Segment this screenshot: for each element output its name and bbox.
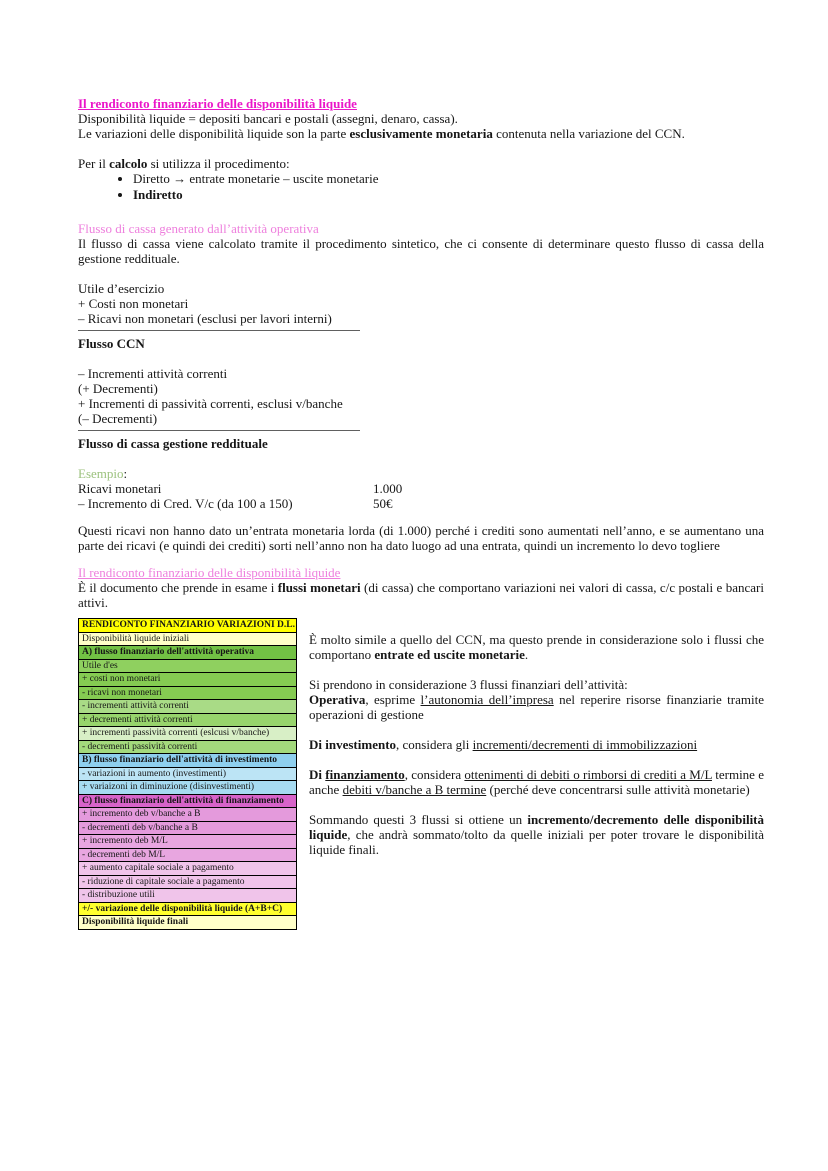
right-paragraph: È molto simile a quello del CCN, ma questo prende in considerazione solo i flussi che comportano entrate ed uscite monetarie.: [309, 632, 764, 662]
table-row: - incrementi attività correnti: [79, 700, 296, 714]
table-row: Utile d'es: [79, 660, 296, 674]
section-heading-rendiconto: Il rendiconto finanziario delle disponibilità liquide: [78, 565, 341, 580]
right-paragraph: Sommando questi 3 flussi si ottiene un incremento/decremento delle disponibilità liquide, che andrà sommato/tolto da quelle iniziali per poter trovare le disponibilità liquide finali.: [309, 812, 765, 857]
calc-line: + Incrementi di passività correnti, esclusi v/banche: [78, 396, 343, 411]
table-row: + incremento deb v/banche a B: [79, 808, 296, 822]
right-paragraph: Di investimento, considera gli incrementi/decrementi di immobilizzazioni: [309, 737, 698, 752]
calc-line: (+ Decrementi): [78, 381, 158, 396]
esempio-row-label: – Incremento di Cred. V/c (da 100 a 150): [78, 496, 293, 511]
esempio-label: Esempio: [78, 466, 124, 481]
table-row: + incremento deb M/L: [79, 835, 296, 849]
table-row: - riduzione di capitale sociale a pagamento: [79, 876, 296, 890]
right-paragraph: Operativa, esprime l’autonomia dell’impresa nel reperire risorse finanziarie tramite operazioni di gestione: [309, 692, 764, 722]
calc-line: – Incrementi attività correnti: [78, 366, 228, 381]
table-row: RENDICONTO FINANZIARIO VARIAZIONI D.L.: [79, 619, 296, 633]
table-row: Disponibilità liquide finali: [79, 916, 296, 929]
subtotal-flusso-ccn: Flusso CCN: [78, 336, 145, 351]
two-column-section: [78, 618, 764, 930]
table-row: B) flusso finanziario dell'attività di investimento: [79, 754, 296, 768]
list-item: • Diretto → entrate monetarie – uscite monetarie: [133, 171, 764, 187]
rendiconto-table: [78, 618, 297, 930]
table-row: - variazioni in aumento (investimenti): [79, 768, 296, 782]
list-item: • Indiretto: [133, 187, 764, 203]
esempio-row: [78, 481, 764, 496]
esempio-row-label: Ricavi monetari: [78, 481, 162, 496]
esempio-row: [78, 496, 764, 511]
table-row: + decrementi attività correnti: [79, 714, 296, 728]
table-row: + costi non monetari: [79, 673, 296, 687]
section-heading-operativa: Flusso di cassa generato dall’attività operativa: [78, 221, 319, 236]
esempio-row-value: 50€: [373, 496, 393, 511]
table-row: + variaizoni in diminuzione (disinvestimenti): [79, 781, 296, 795]
esempio-colon: :: [123, 466, 128, 481]
page-title: Il rendiconto finanziario delle disponibilità liquide: [78, 96, 357, 111]
esempio-note: Questi ricavi non hanno dato un’entrata monetaria lorda (di 1.000) perché i crediti sono aumentati nell’anno, e se aumentano una parte dei ricavi (e quindi dei crediti) sorti nell’anno non ha dato luogo ad una entrata, quindi un incremento lo devo togliere: [78, 523, 764, 553]
right-column: [309, 618, 764, 857]
right-paragraph: Di finanziamento, considera ottenimenti di debiti o rimborsi di crediti a M/L termine e anche debiti v/banche a B termine (perché deve concentrarsi sulle attività monetarie): [309, 767, 765, 797]
table-row: + incrementi passività correnti (eslcusi v/banche): [79, 727, 296, 741]
table-row: +/- variazione delle disponibilità liquide (A+B+C): [79, 903, 296, 917]
table-row: - decrementi deb M/L: [79, 849, 296, 863]
esempio-label-line: [78, 466, 764, 481]
table-row: A) flusso finanziario dell'attività operativa: [79, 646, 296, 660]
esempio-row-value: 1.000: [373, 481, 403, 496]
subtotal-gestione-reddituale: Flusso di cassa gestione reddituale: [78, 436, 268, 451]
calc-line: (– Decrementi): [78, 411, 158, 426]
calc-line: – Ricavi non monetari (esclusi per lavori interni): [78, 311, 332, 326]
table-row: - decrementi passività correnti: [79, 741, 296, 755]
table-row: - ricavi non monetari: [79, 687, 296, 701]
table-row: + aumento capitale sociale a pagamento: [79, 862, 296, 876]
calc-line: + Costi non monetari: [78, 296, 189, 311]
rendiconto-paragraph: È il documento che prende in esame i flussi monetari (di cassa) che comportano variazioni nei valori di cassa, c/c postali e bancari attivi.: [78, 580, 764, 610]
table-row: Disponibilità liquide iniziali: [79, 633, 296, 647]
calc-line: Utile d’esercizio: [78, 281, 165, 296]
sum-rule: [78, 430, 360, 431]
operativa-paragraph: Il flusso di cassa viene calcolato tramite il procedimento sintetico, che ci consente di determinare questo flusso di cassa della gestione reddituale.: [78, 236, 764, 266]
procedimento-intro: Per il calcolo si utilizza il procedimento:: [78, 156, 290, 171]
intro-line-1: Disponibilità liquide = depositi bancari e postali (assegni, denaro, cassa).: [78, 111, 458, 126]
sum-rule: [78, 330, 360, 331]
table-row: C) flusso finanziario dell'attività di finanziamento: [79, 795, 296, 809]
procedimento-list: [78, 171, 764, 203]
intro-line-2: Le variazioni delle disponibilità liquide son la parte esclusivamente monetaria contenuta nella variazione del CCN.: [78, 126, 685, 141]
table-row: - decrementi deb v/banche a B: [79, 822, 296, 836]
table-row: - distribuzione utili: [79, 889, 296, 903]
right-paragraph: Si prendono in considerazione 3 flussi finanziari dell’attività:: [309, 677, 628, 692]
